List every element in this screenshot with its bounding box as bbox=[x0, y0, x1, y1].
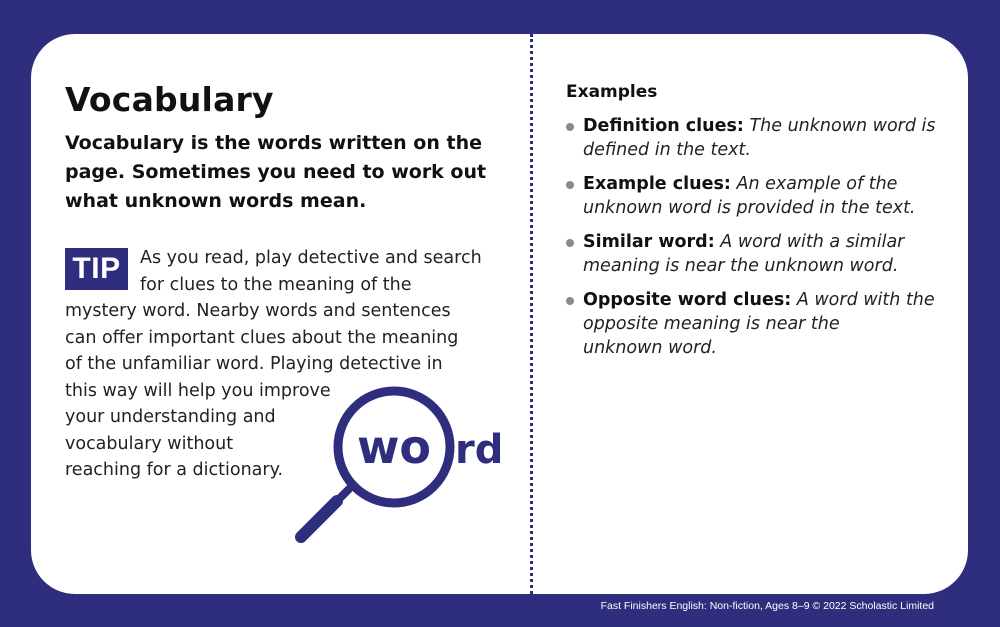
example-description: A word with a similar bbox=[720, 232, 905, 252]
example-description: An example of the bbox=[736, 174, 898, 194]
bullet-icon bbox=[566, 123, 574, 131]
tip-line: mystery word. Nearby words and sentences bbox=[65, 301, 451, 321]
example-term: Example clues: bbox=[583, 174, 731, 194]
dotted-divider bbox=[530, 34, 533, 594]
magnifier-neck bbox=[335, 489, 349, 503]
example-first-line bbox=[583, 230, 956, 254]
tip-line: vocabulary without bbox=[65, 433, 234, 454]
intro-line: what unknown words mean. bbox=[65, 190, 367, 212]
tip-line: reaching for a dictionary. bbox=[65, 460, 284, 480]
example-term: Definition clues: bbox=[583, 116, 744, 136]
footer-credit: Fast Finishers English: Non-fiction, Ages 8–9 © 2022 Scholastic Limited bbox=[600, 600, 934, 612]
intro-text bbox=[65, 129, 505, 216]
vocabulary-card bbox=[31, 34, 968, 594]
example-description: meaning is near the unknown word. bbox=[583, 256, 899, 276]
list-item bbox=[566, 230, 956, 278]
outside-word-text: rd bbox=[455, 427, 504, 473]
example-term: Opposite word clues: bbox=[583, 290, 792, 310]
example-first-line bbox=[583, 288, 956, 312]
example-first-line bbox=[583, 114, 956, 138]
example-description: The unknown word is bbox=[749, 116, 936, 136]
tip-line: for clues to the meaning of the bbox=[140, 274, 412, 295]
example-description: opposite meaning is near the bbox=[583, 314, 840, 334]
tip-line: As you read, play detective and search bbox=[140, 248, 482, 268]
bullet-icon bbox=[566, 181, 574, 189]
page-title: Vocabulary bbox=[65, 80, 274, 119]
examples-list bbox=[566, 114, 956, 370]
list-item bbox=[566, 114, 956, 162]
tip-line: this way will help you improve bbox=[65, 380, 331, 401]
magnifier-handle bbox=[301, 501, 337, 537]
bullet-icon bbox=[566, 239, 574, 247]
tip-badge: TIP bbox=[65, 248, 128, 290]
example-term: Similar word: bbox=[583, 232, 715, 252]
example-description: A word with the bbox=[796, 290, 935, 310]
list-item bbox=[566, 288, 956, 360]
example-description: unknown word. bbox=[583, 338, 717, 358]
example-description: defined in the text. bbox=[583, 140, 751, 160]
magnifying-glass-icon bbox=[291, 379, 506, 589]
lens-word-text: wo bbox=[356, 420, 432, 474]
bullet-icon bbox=[566, 297, 574, 305]
example-description: unknown word is provided in the text. bbox=[583, 198, 916, 218]
example-first-line bbox=[583, 172, 956, 196]
tip-line: can offer important clues about the meaning bbox=[65, 327, 459, 348]
tip-line: your understanding and bbox=[65, 407, 276, 427]
list-item bbox=[566, 172, 956, 220]
intro-line: page. Sometimes you need to work out bbox=[65, 161, 487, 183]
intro-line: Vocabulary is the words written on the bbox=[65, 132, 482, 154]
examples-heading: Examples bbox=[566, 82, 658, 102]
tip-line: of the unfamiliar word. Playing detective in bbox=[65, 354, 443, 374]
